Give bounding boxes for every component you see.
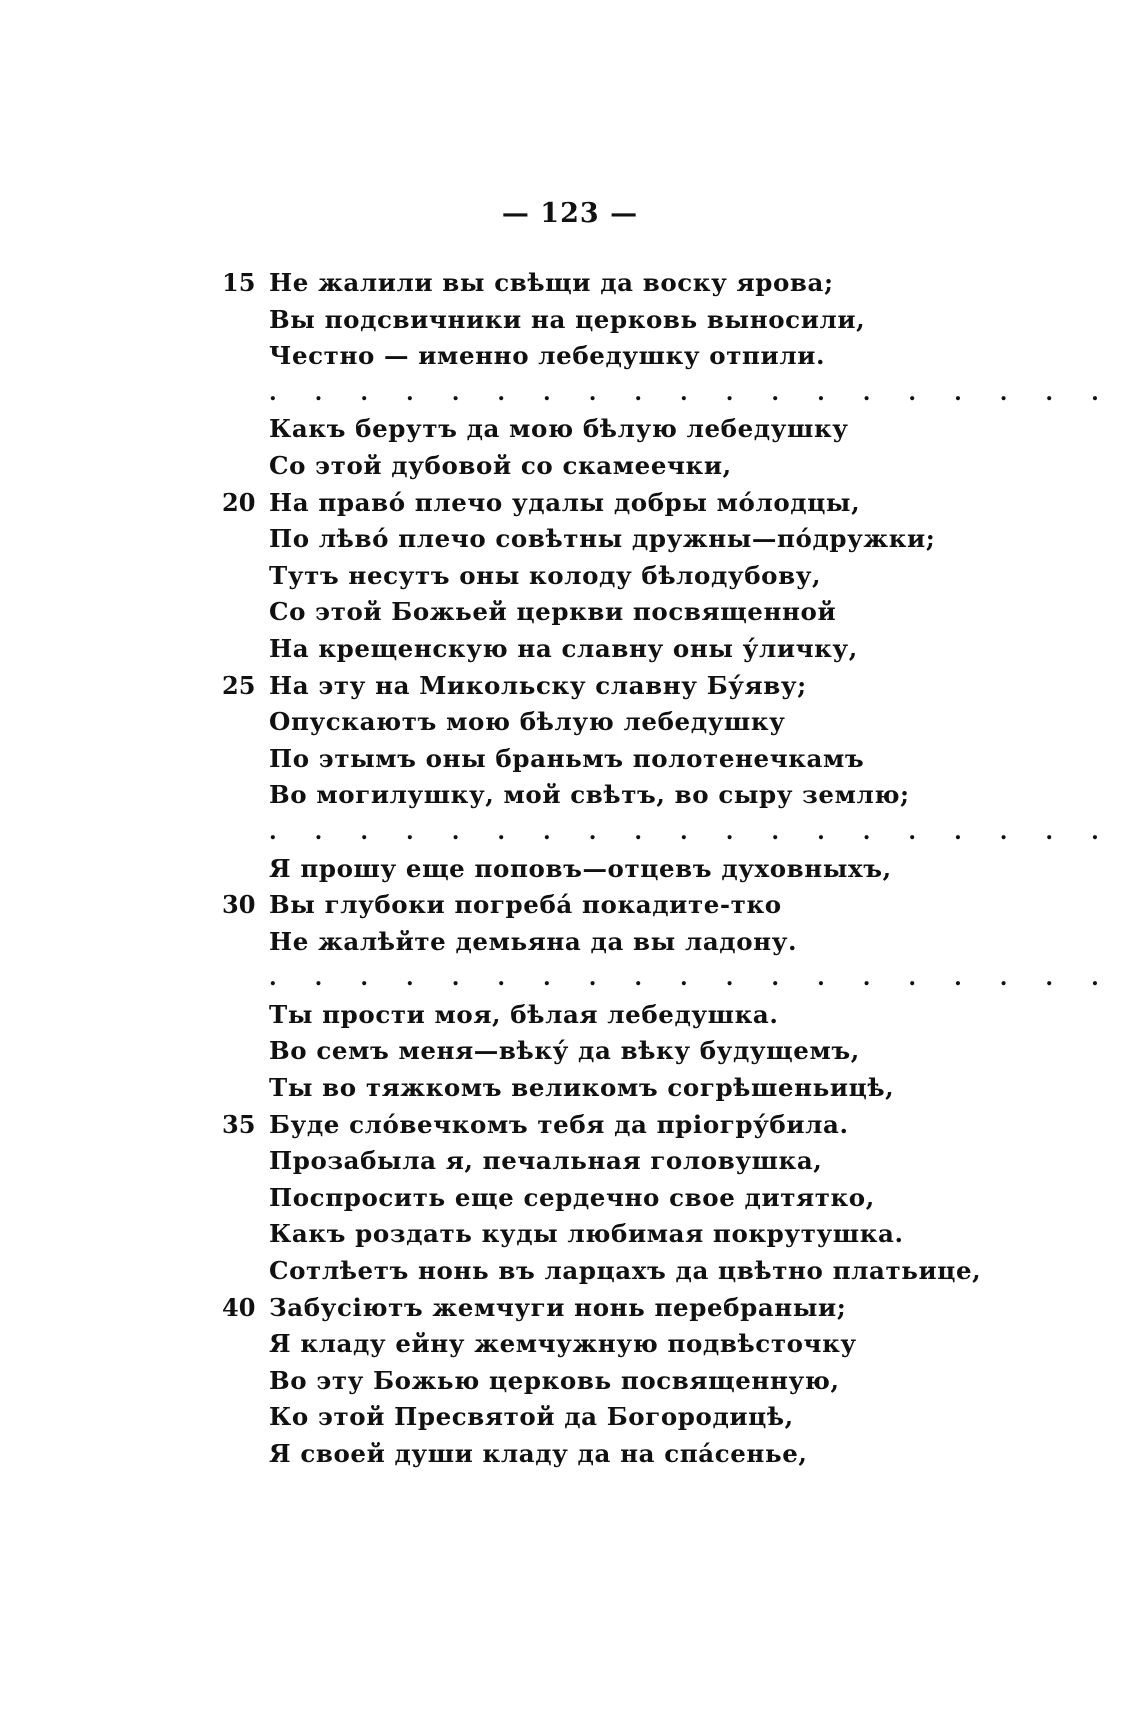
verse-line <box>222 1033 1082 1070</box>
verse-text: Не жалѣйте демьяна да вы ладону. <box>269 926 798 956</box>
verse-text: Забусiютъ жемчуги нонь перебраныи; <box>269 1292 847 1322</box>
ellipsis-dots: . . . . . . . . . . . . . . . . . . . <box>269 965 1099 992</box>
verse-text: Со этой Божьей церкви посвященной <box>269 597 837 627</box>
verse-line <box>222 1180 1082 1217</box>
verse-text: Какъ роздать куды любимая покрутушка. <box>269 1219 904 1249</box>
verse-text: Во семъ меня—вѣку́ да вѣку будущемъ, <box>269 1036 860 1066</box>
verse-line <box>222 851 1082 888</box>
verse-line <box>222 1070 1082 1107</box>
verse-line <box>222 594 1082 631</box>
verse-line <box>222 558 1082 595</box>
verse-line <box>222 924 1082 961</box>
verse-line <box>222 741 1082 778</box>
ellipsis-row <box>222 814 1099 851</box>
verse-line <box>222 448 1082 485</box>
verse-line <box>222 997 1082 1034</box>
verse-text: На право́ плечо удалы добры мо́лодцы, <box>269 487 861 517</box>
verse-text: Какъ берутъ да мою бѣлую лебедушку <box>269 414 849 444</box>
verse-text: Ко этой Пресвятой да Богородицѣ, <box>269 1402 794 1432</box>
verse-text: Прозабыла я, печальная головушка, <box>269 1146 823 1176</box>
verse-text: По этымъ оны браньмъ полотенечкамъ <box>269 743 865 773</box>
verse-line <box>222 1436 1082 1473</box>
verse-text: Тутъ несутъ оны колоду бѣлодубову, <box>269 560 822 590</box>
verse-text: Ты во тяжкомъ великомъ согрѣшеньицѣ, <box>269 1073 895 1103</box>
verse-line <box>222 1216 1082 1253</box>
verse-text: Сотлѣетъ нонь въ ларцахъ да цвѣтно платьице, <box>269 1256 982 1286</box>
verse-line <box>222 411 1082 448</box>
verse-line <box>222 631 1082 668</box>
poem-text <box>222 265 1099 1473</box>
verse-text: На крещенскую на славну оны у́личку, <box>269 633 858 663</box>
verse-text: Я кладу ейну жемчужную подвѣсточку <box>269 1329 857 1359</box>
verse-line <box>222 704 1082 741</box>
verse-text: Ты прости моя, бѣлая лебедушка. <box>269 999 779 1029</box>
line-number: 35 <box>222 1109 256 1139</box>
verse-text: Я своей души кладу да на спа́сенье, <box>269 1439 808 1468</box>
verse-text: По лѣво́ плечо совѣтны дружны—по́дружки; <box>269 524 936 554</box>
ellipsis-dots: . . . . . . . . . . . . . . . . . . . <box>269 818 1099 845</box>
ellipsis-row <box>222 375 1099 412</box>
verse-text: Не жалили вы свѣщи да воску ярова; <box>269 268 834 297</box>
verse-line <box>222 1107 1082 1144</box>
verse-line <box>222 521 1082 558</box>
verse-line <box>222 1253 1082 1290</box>
page-number: — 123 — <box>501 198 639 229</box>
line-number: 40 <box>222 1292 256 1322</box>
ellipsis-row <box>222 960 1099 997</box>
verse-text: Я прошу еще поповъ—отцевъ духовныхъ, <box>269 853 892 883</box>
line-number: 25 <box>222 670 256 700</box>
verse-line <box>222 1399 1082 1436</box>
ellipsis-dots: . . . . . . . . . . . . . . . . . . . <box>269 379 1099 406</box>
verse-text: На эту на Микольску славну Бу́яву; <box>269 670 807 700</box>
verse-text: Буде сло́вечкомъ тебя да прiогру́била. <box>269 1109 849 1139</box>
verse-line <box>222 302 1082 339</box>
verse-text: Опускаютъ мою бѣлую лебедушку <box>269 707 786 737</box>
verse-line <box>222 338 1082 375</box>
verse-line <box>222 485 1082 522</box>
verse-line <box>222 1290 1082 1327</box>
line-number: 30 <box>222 890 256 920</box>
verse-text: Вы глубоки погреба́ покадите-тко <box>269 890 782 920</box>
verse-line <box>222 668 1082 705</box>
verse-line <box>222 887 1082 924</box>
verse-line <box>222 1143 1082 1180</box>
line-number: 20 <box>222 487 256 517</box>
verse-line <box>222 265 1082 302</box>
verse-text: Во могилушку, мой свѣтъ, во сыру землю; <box>269 780 910 810</box>
verse-line <box>222 1326 1082 1363</box>
verse-line <box>222 1363 1082 1400</box>
line-number: 15 <box>222 268 256 297</box>
verse-text: Поспросить еще сердечно свое дитятко, <box>269 1182 875 1212</box>
verse-text: Во эту Божью церковь посвященную, <box>269 1365 840 1395</box>
verse-text: Вы подсвичники на церковь выносили, <box>269 304 866 334</box>
verse-line <box>222 777 1082 814</box>
verse-text: Честно — именно лебедушку отпили. <box>269 341 826 371</box>
verse-text: Со этой дубовой со скамеечки, <box>269 450 732 480</box>
